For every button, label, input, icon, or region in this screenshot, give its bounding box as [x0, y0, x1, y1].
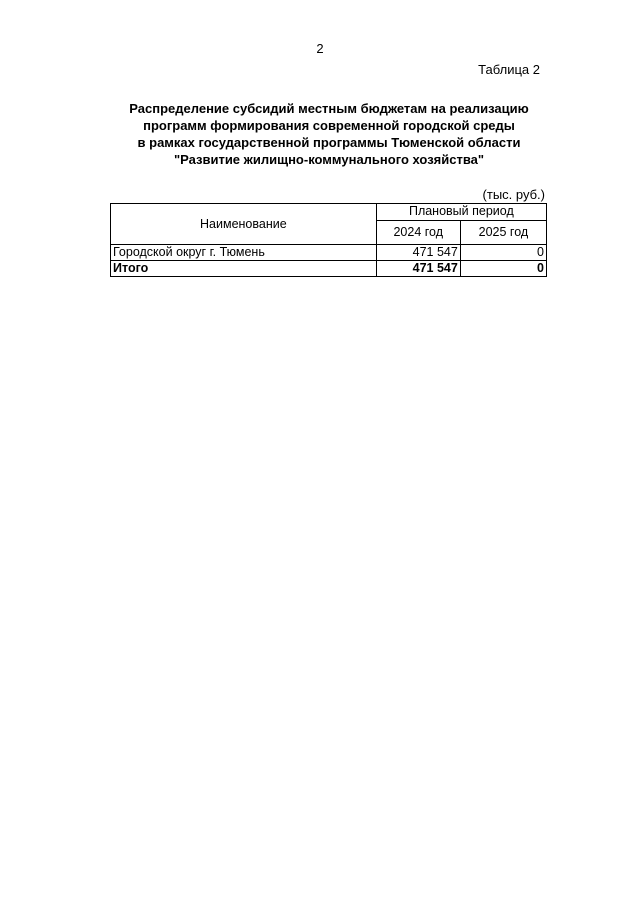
column-header-period: Плановый период — [376, 204, 546, 221]
row-name-cell: Городской округ г. Тюмень — [111, 245, 377, 261]
total-row — [111, 261, 547, 277]
total-year-2024-cell: 471 547 — [376, 261, 460, 277]
units-label: (тыс. руб.) — [482, 187, 545, 202]
column-header-year-2025: 2025 год — [460, 220, 546, 244]
total-year-2025-cell: 0 — [460, 261, 546, 277]
page-number: 2 — [316, 41, 324, 56]
table-row — [111, 245, 547, 261]
title-line: Распределение субсидий местным бюджетам на реализацию — [129, 101, 529, 116]
total-name-cell: Итого — [111, 261, 377, 277]
subsidy-table — [110, 203, 547, 277]
column-header-year-2024: 2024 год — [376, 220, 460, 244]
document-title — [0, 100, 640, 168]
title-line: в рамках государственной программы Тюменской области — [137, 135, 521, 150]
table-reference: Таблица 2 — [478, 62, 540, 77]
title-line: "Развитие жилищно-коммунального хозяйства" — [173, 152, 485, 167]
column-header-name: Наименование — [111, 204, 377, 245]
row-year-2025-cell: 0 — [460, 245, 546, 261]
title-line: программ формирования современной городской среды — [143, 118, 515, 133]
table-header-row — [111, 204, 547, 221]
row-year-2024-cell: 471 547 — [376, 245, 460, 261]
